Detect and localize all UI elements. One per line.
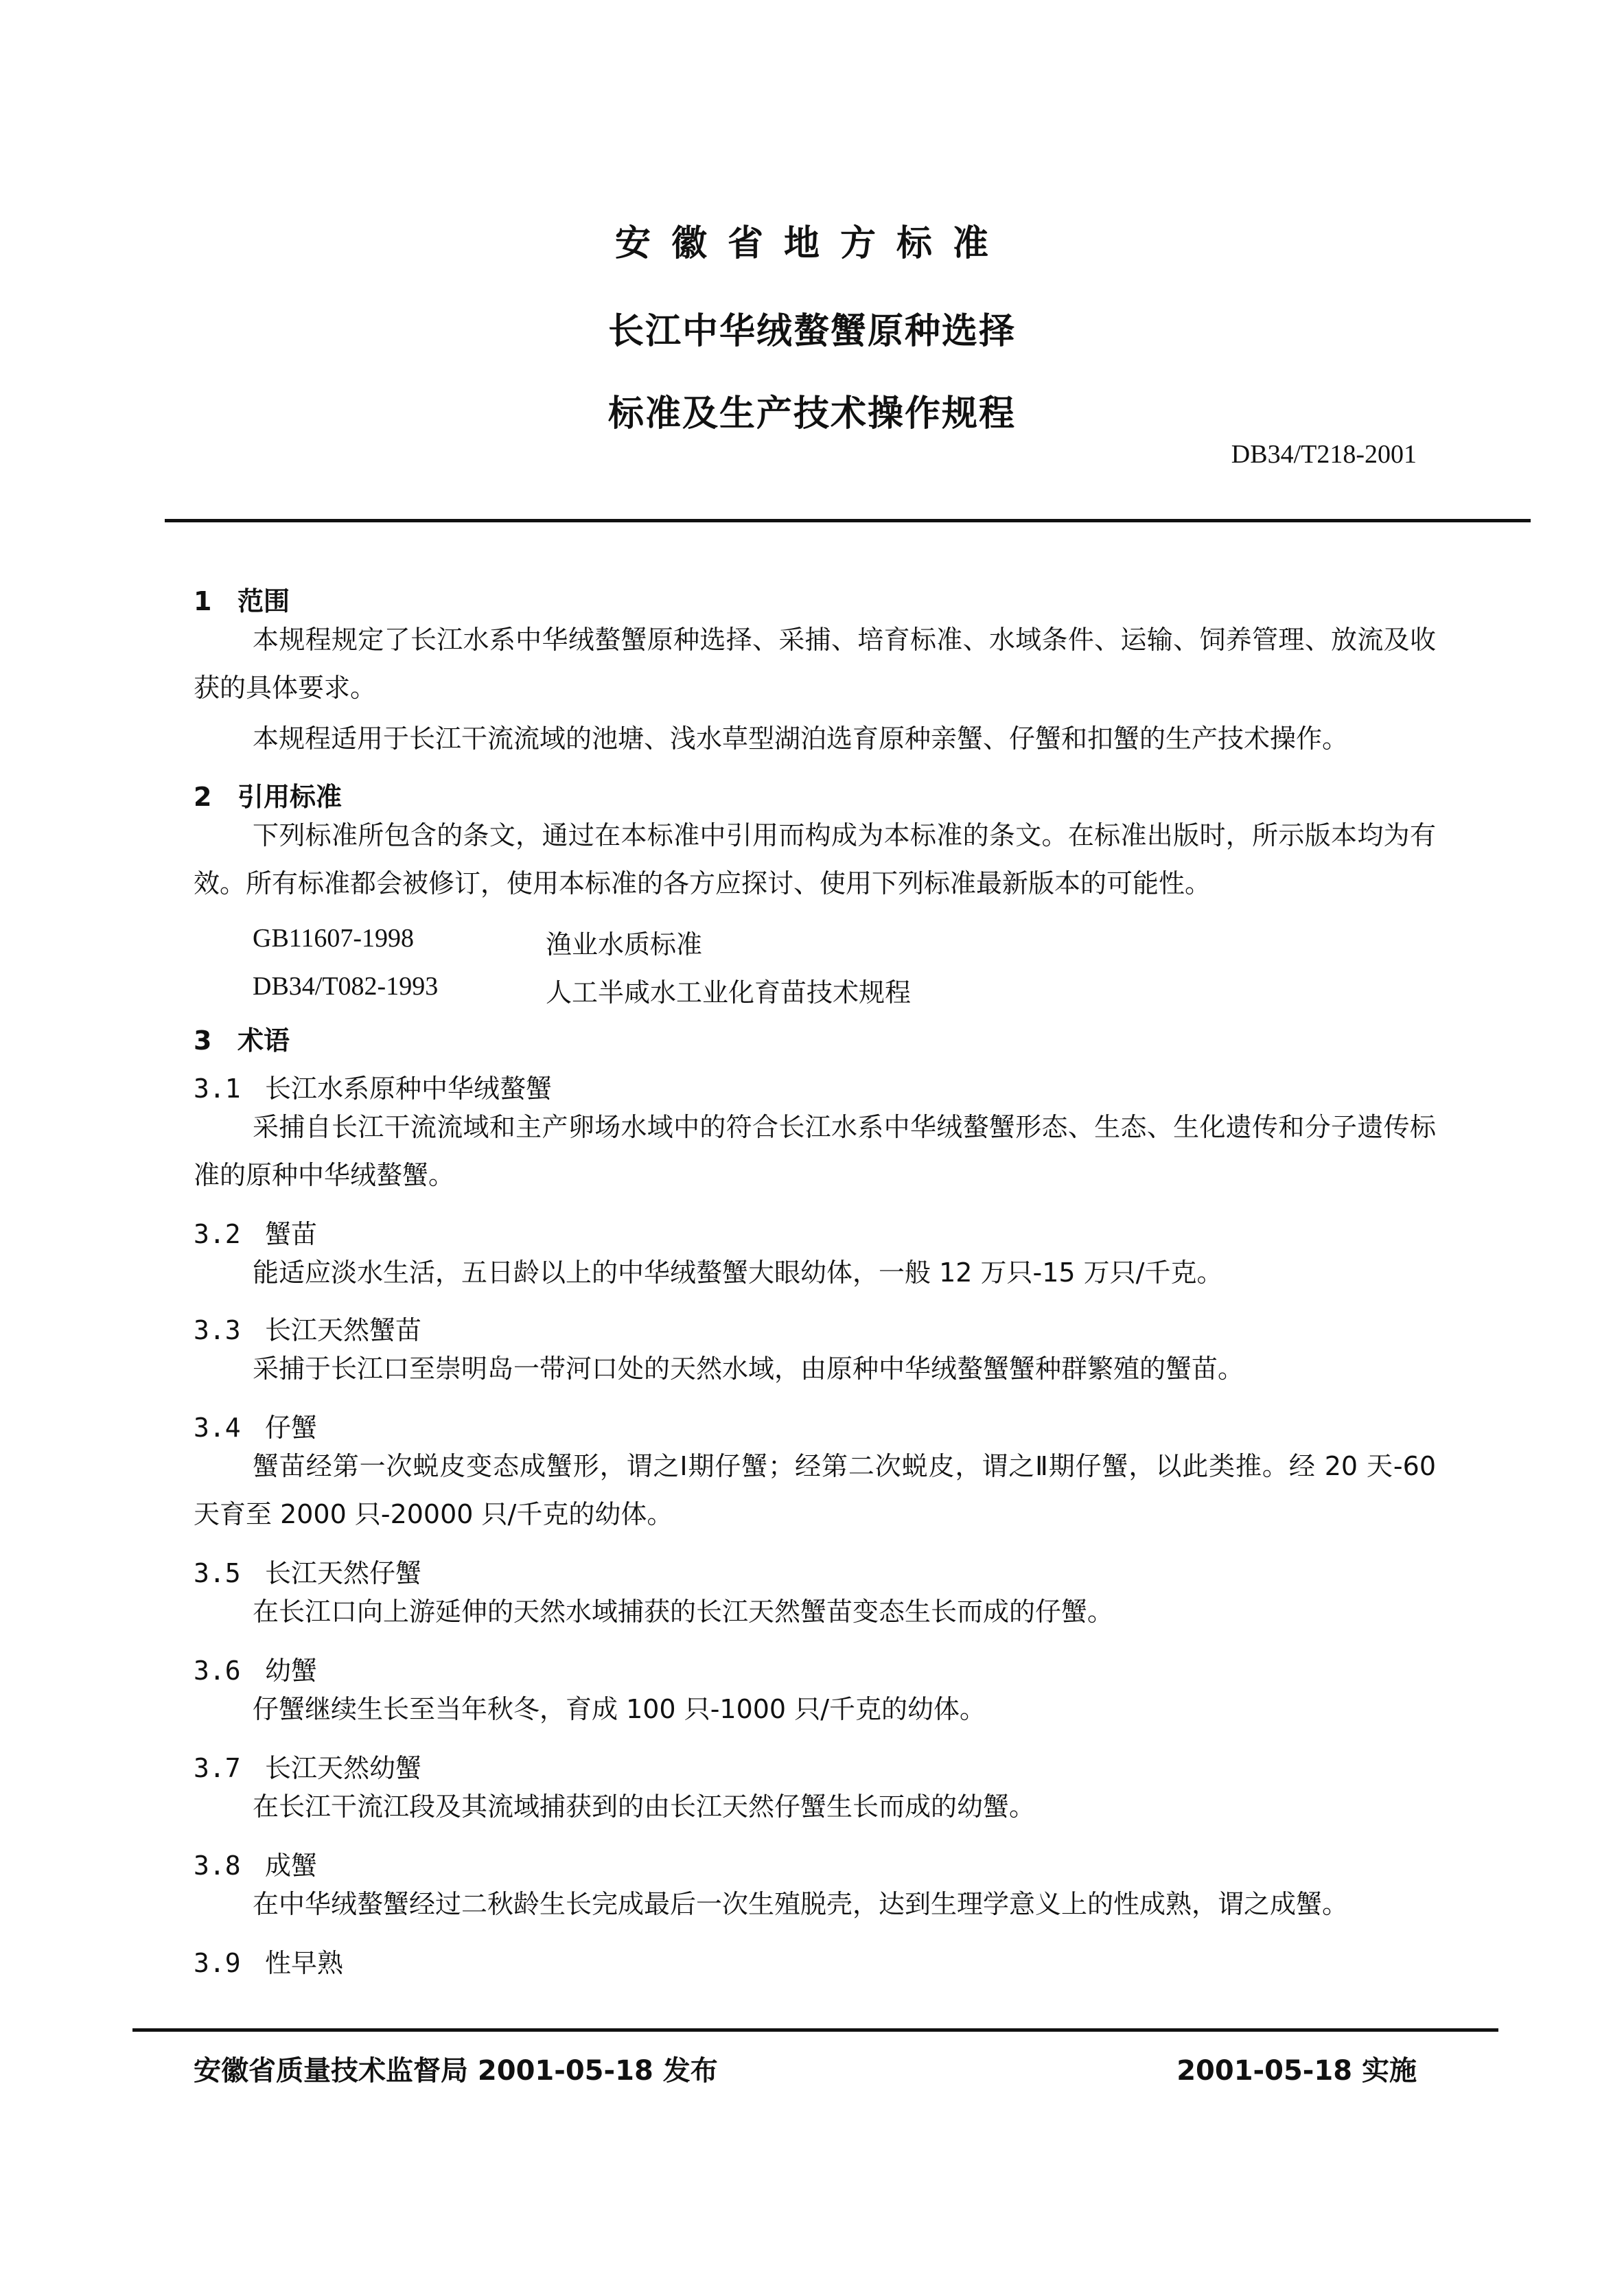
term-definition: 采捕于长江口至崇明岛一带河口处的天然水域，由原种中华绒螯蟹蟹种群繁殖的蟹苗。 <box>253 1354 1244 1384</box>
reference-title: 渔业水质标准 <box>546 929 703 960</box>
section-number: 1 <box>194 586 212 616</box>
term-heading: 3.6 幼蟹 <box>194 1656 318 1686</box>
term-heading: 3.4 仔蟹 <box>194 1413 318 1443</box>
term-heading: 3.1 长江水系原种中华绒螯蟹 <box>194 1074 553 1104</box>
section-title: 范围 <box>237 586 290 616</box>
section-1-heading <box>194 580 290 618</box>
reference-title: 人工半咸水工业化育苗技术规程 <box>546 977 912 1008</box>
term-definition: 在长江干流江段及其流域捕获到的由长江天然仔蟹生长而成的幼蟹。 <box>253 1791 1036 1822</box>
section-2-heading <box>194 776 342 813</box>
issue-info: 安徽省质量技术监督局 2001-05-18 发布 <box>194 2055 718 2087</box>
header-divider <box>165 519 1531 522</box>
footer-divider <box>132 2028 1498 2032</box>
reference-code: DB34/T082-1993 <box>253 972 439 1001</box>
reference-code: GB11607-1998 <box>253 924 415 953</box>
term-definition: 在中华绒螯蟹经过二秋龄生长完成最后一次生殖脱壳，达到生理学意义上的性成熟，谓之成蟹。 <box>253 1889 1349 1919</box>
section-2-paragraph-1: 下列标准所包含的条文，通过在本标准中引用而构成为本标准的条文。在标准出版时，所示版本均为有效。所有标准都会被修订，使用本标准的各方应探讨、使用下列标准最新版本的可能性。 <box>194 820 1436 898</box>
term-definition: 采捕自长江干流流域和主产卵场水域中的符合长江水系中华绒螯蟹形态、生态、生化遗传和分子遗传标准的原种中华绒螯蟹。 <box>194 1112 1436 1190</box>
doc-title-line1: 长江中华绒螯蟹原种选择 <box>607 311 1016 352</box>
doc-title-line2: 标准及生产技术操作规程 <box>607 393 1016 434</box>
section-1-paragraph-2: 本规程适用于长江干流流域的池塘、浅水草型湖泊选育原种亲蟹、仔蟹和扣蟹的生产技术操作。 <box>253 723 1349 754</box>
section-1-paragraph-1: 本规程规定了长江水系中华绒螯蟹原种选择、采捕、培育标准、水域条件、运输、饲养管理、放流及收获的具体要求。 <box>194 625 1436 703</box>
section-number: 3 <box>194 1025 212 1056</box>
term-heading: 3.5 长江天然仔蟹 <box>194 1558 422 1588</box>
section-number: 2 <box>194 782 212 812</box>
section-title: 术语 <box>237 1025 290 1056</box>
term-heading: 3.2 蟹苗 <box>194 1219 318 1249</box>
effective-info: 2001-05-18 实施 <box>1176 2055 1417 2087</box>
term-definition: 蟹苗经第一次蜕皮变态成蟹形，谓之Ⅰ期仔蟹；经第二次蜕皮，谓之Ⅱ期仔蟹，以此类推。经 20 天-60 天育至 2000 只-20000 只/千克的幼体。 <box>194 1451 1436 1529</box>
term-heading: 3.3 长江天然蟹苗 <box>194 1315 422 1345</box>
term-definition: 能适应淡水生活，五日龄以上的中华绒螯蟹大眼幼体，一般 12 万只-15 万只/千克。 <box>253 1257 1223 1288</box>
section-3-heading <box>194 1019 290 1057</box>
term-definition: 在长江口向上游延伸的天然水域捕获的长江天然蟹苗变态生长而成的仔蟹。 <box>253 1597 1114 1627</box>
term-heading: 3.9 性早熟 <box>194 1948 344 1978</box>
term-heading: 3.7 长江天然幼蟹 <box>194 1753 422 1783</box>
term-definition: 仔蟹继续生长至当年秋冬，育成 100 只-1000 只/千克的幼体。 <box>253 1694 986 1724</box>
org-title: 安徽省地方标准 <box>614 223 1009 264</box>
term-heading: 3.8 成蟹 <box>194 1851 318 1881</box>
standard-code: DB34/T218-2001 <box>1231 440 1417 469</box>
section-title: 引用标准 <box>237 782 343 812</box>
